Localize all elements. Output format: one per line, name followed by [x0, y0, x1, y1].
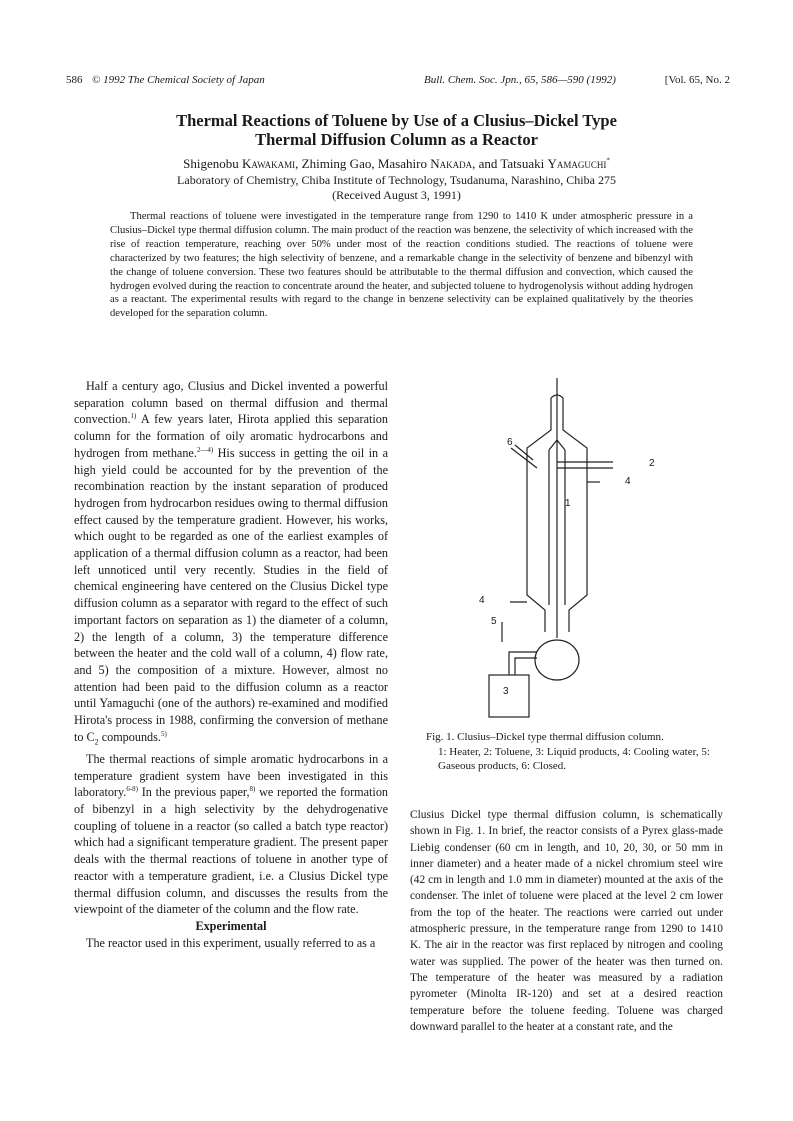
label-3: 3: [503, 686, 509, 697]
author-text: Shigenobu: [183, 156, 242, 171]
caption-legend: 1: Heater, 2: Toluene, 3: Liquid products, 4: Cooling water, 5: Gaseous products, 6: Closed.: [438, 745, 710, 772]
paragraph-text: A few years later, Hirota applied this separation column for the formation of oily aromatic hydrocarbons and hydrogen from methane.: [74, 412, 388, 460]
figure-caption: [426, 730, 723, 774]
citation: 5): [160, 729, 167, 738]
abstract: Thermal reactions of toluene were investigated in the temperature range from 1290 to 1410 K under atmospheric pressure in a Clusius–Dickel type thermal diffusion column. The main product of the reaction was benzene, the selectivity of which increased with the rise of reaction temperature, reaching over 50% under most of the reaction conditions studied. The reactions of toluene were characterized by two features; the high selectivity of benzene, and a remarkable change in the selectivity of benzene and bibenzyl with the change of toluene conversion. These two features should be attributable to the thermal diffusion and convection, which caused the hydrogen evolved during the reaction to concentrate around the heater, and subjected toluene to hydrogenolysis without adding hydrogen as a reactant. The experimental results with regard to the change in benzene selectivity can be explained qualitatively by the theories developed for the separation column.: [110, 211, 693, 320]
paragraph-text: we reported the formation of bibenzyl in a high selectivity by the dehydrogenative coupling of toluene in a reactor (so called a batch type reactor) which had a significant temperature gradient. The present paper deals with the thermal reactions of toluene in another type of reactor with a temperature gradient, i.e. a Clusius Dickel type thermal diffusion column, and discusses the results from the viewpoint of the diameter of the column and the flow rate.: [74, 785, 389, 917]
title-line-1: Thermal Reactions of Toluene by Use of a Clusius–Dickel Type: [176, 111, 617, 130]
left-column: [74, 378, 388, 951]
author-list: [60, 155, 733, 172]
subscript: 2: [94, 737, 99, 747]
paragraph: The reactor used in this experiment, usually referred to as a: [86, 935, 376, 950]
corresponding-author-mark: *: [606, 156, 610, 165]
paragraph-text: In the previous paper,: [138, 785, 250, 800]
paragraph-text: His success in getting the oil in a high yield could be accounted for by the prevention of the recombination reaction by the instant separation of produced hydrogen from hydrocarbon residues owing to thermal diffusion effect caused by the temperature gradient. However, his works, which ought to be regarded as one of the earliest examples of application of a thermal diffusion column as a reactor, had been left unnoticed until very recently. Studies in the field of chemical engineering have centered on the Clusius Dickel type diffusion column as a separator with regard to the effect of such important factors on separation as 1) the diameter of a column, 2) the length of a column, 3) the temperature difference between the heater and the cold wall of a column, 4) flow rate, and 5) the composition of a mixture. However, almost no attention had been paid to the diffusion column as a reactor until Yamaguchi (one of the authors) re-examined and modified Hirota's process in 1988, confirming the conversion of methane to C: [74, 445, 388, 744]
affiliation-block: [60, 173, 733, 203]
paragraph-text: compounds.: [98, 729, 161, 744]
figure-1: [465, 370, 715, 730]
outer-jacket-right: [563, 405, 587, 632]
column-diagram: [465, 370, 715, 730]
journal-citation: Bull. Chem. Soc. Jpn., 65, 586—590 (1992): [424, 74, 616, 86]
running-header: [66, 74, 730, 90]
author-surname: Nakada: [430, 156, 473, 171]
label-5: 5: [491, 616, 497, 627]
collection-flask: [535, 640, 579, 680]
citation: 8): [249, 785, 256, 794]
author-surname: Kawakami: [241, 156, 296, 171]
section-heading: Experimental: [195, 918, 267, 933]
label-4-bottom: 4: [479, 595, 485, 606]
affiliation: Laboratory of Chemistry, Chiba Institute of Technology, Tsudanuma, Narashino, Chiba 275: [177, 173, 616, 187]
caption-title: Fig. 1. Clusius–Dickel type thermal diffusion column.: [426, 731, 664, 743]
paragraph: [74, 751, 388, 918]
paragraph: [74, 378, 388, 751]
paragraph-text: Half a century ago, Clusius and Dickel invented a powerful separation column based on thermal diffusion and thermal convection.: [74, 379, 388, 427]
paragraph: Clusius Dickel type thermal diffusion column, is schematically shown in Fig. 1. In brief, the reactor consists of a Pyrex glass-made Liebig condenser (60 cm in length, and 10, 20, 30, or 50 mm in inner diameter) and a heater made of a nickel chromium steel wire (42 cm in length and 1.0 mm in diameter) mounted at the axis of the condenser. The inlet of toluene were placed at the level 2 cm lower from the top of the heater. The reactions were carried out under atmospheric pressure, in the temperature range from 1290 to 1410 K. The air in the reactor was first replaced by nitrogen and cooling water was supplied. The power of the heater was then turned on. The temperature of the heater was measured by a radiation pyrometer (Minolta IR-120) and set at a desired reaction temperature before the toluene feeding. Toluene was charged downward parallel to the heater at a constant rate, and the: [410, 809, 723, 1033]
gas-outlet-tube: [509, 652, 537, 675]
author-text: , and Tatsuaki: [472, 156, 548, 171]
title-line-2: Thermal Diffusion Column as a Reactor: [255, 130, 538, 149]
label-1: 1: [565, 498, 571, 509]
outer-jacket-left: [527, 405, 551, 632]
received-date: (Received August 3, 1991): [332, 188, 461, 202]
label-4-top: 4: [625, 476, 631, 487]
product-bottle: [489, 675, 529, 717]
citation: 2—4): [196, 445, 214, 454]
author-text: , Zhiming Gao, Masahiro: [295, 156, 431, 171]
article-title: [60, 111, 733, 149]
author-surname: Yamaguchi: [547, 156, 607, 171]
label-2: 2: [649, 458, 655, 469]
right-column: [410, 807, 723, 1035]
citation: 1): [130, 412, 137, 421]
label-6: 6: [507, 437, 513, 448]
page-number: 586: [66, 74, 83, 86]
side-tube-closed: [511, 445, 537, 468]
volume-info: [Vol. 65, No. 2: [664, 74, 730, 86]
paragraph-text: The thermal reactions of simple aromatic hydrocarbons in a temperature gradient system have been investigated in this laboratory.: [74, 751, 388, 800]
citation: 6-8): [126, 785, 139, 794]
copyright-notice: © 1992 The Chemical Society of Japan: [92, 74, 265, 86]
